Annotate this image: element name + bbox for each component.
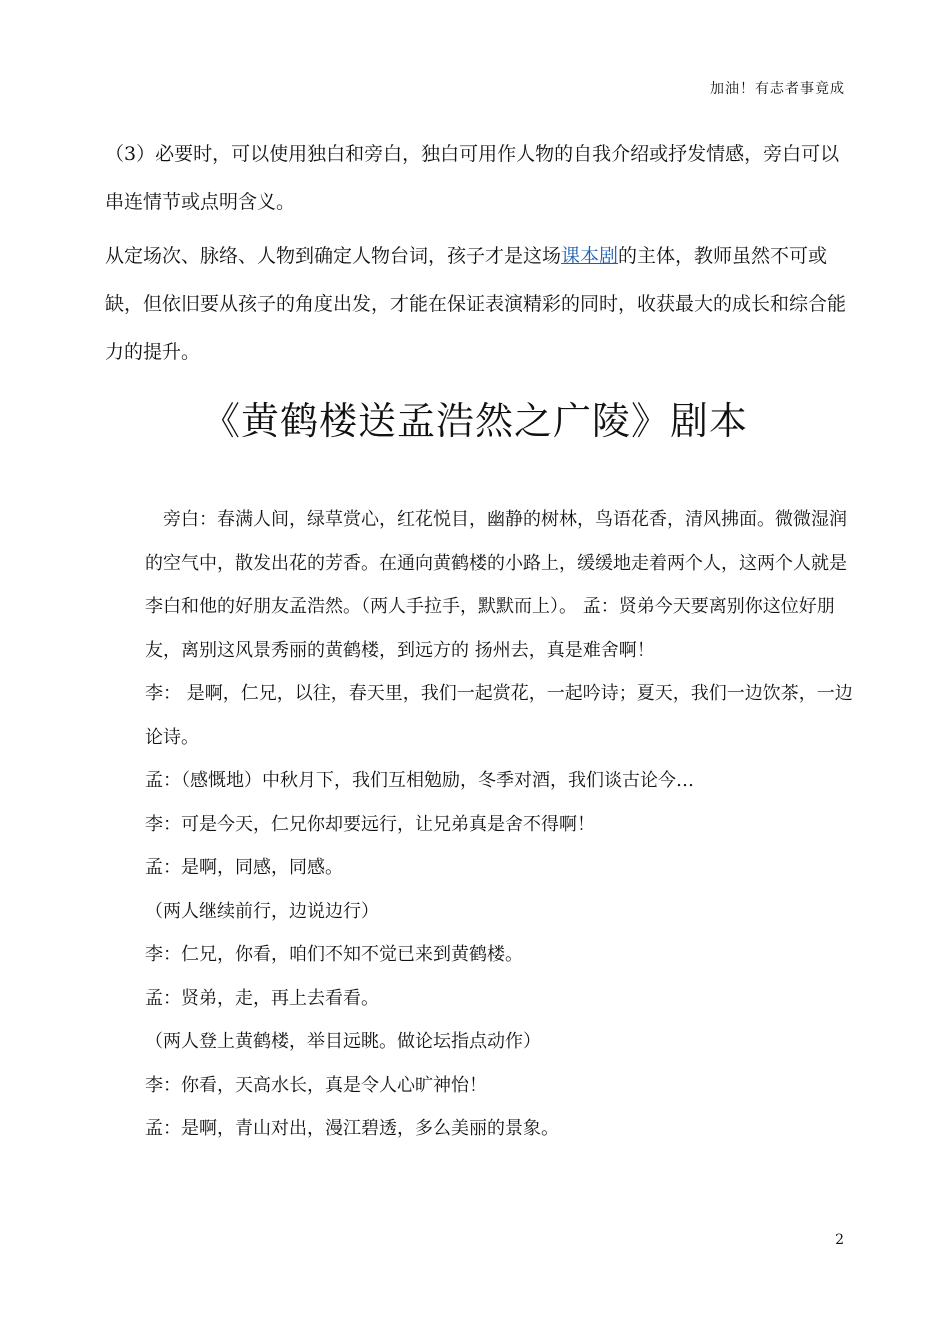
script-title: 《黄鹤楼送孟浩然之广陵》剧本 (201, 399, 748, 443)
script-line: 李：你看，天高水长，真是令人心旷神怡！ (145, 1074, 487, 1096)
script-line: 孟：是啊，青山对出，漫江碧透，多么美丽的景象。 (145, 1118, 559, 1139)
intro-text-after-link: 的主体，教师虽然不可或缺，但依旧要从孩子的角度出发，才能在保证表演精彩的同时，收获最大的成长和综合能力的提升。 (105, 245, 847, 363)
script-body (145, 498, 855, 1151)
textbook-drama-link[interactable]: 课本剧 (561, 245, 619, 267)
stage-direction: （两人继续前行，边说边行） (145, 900, 379, 922)
stage-direction: （两人登上黄鹤楼，举目远眺。做论坛指点动作） (145, 1031, 541, 1052)
header-motto: 加油！有志者事竟成 (710, 81, 845, 97)
intro-paragraph-1 (105, 130, 850, 226)
script-line: 李：可是今天，仁兄你却要远行，让兄弟真是舍不得啊！ (145, 813, 595, 835)
script-line: 李： 是啊，仁兄，以往，春天里，我们一起赏花，一起吟诗；夏天，我们一边饮茶，一边论诗。 (145, 683, 853, 748)
page-number: 2 (835, 1232, 844, 1248)
intro-paragraph-1-text: （3）必要时，可以使用独白和旁白，独白可用作人物的自我介绍或抒发情感，旁白可以串连情节或点明含义。 (105, 143, 840, 213)
script-line: 孟：贤弟，走，再上去看看。 (145, 987, 379, 1009)
intro-text-before-link: 从定场次、脉络、人物到确定人物台词，孩子才是这场 (105, 245, 562, 267)
script-line: 孟：（感慨地）中秋月下，我们互相勉励，冬季对酒，我们谈古论今… (145, 770, 694, 791)
intro-paragraph-2 (105, 232, 850, 376)
intro-paragraph-2-text (105, 232, 850, 376)
script-narration: 旁白：春满人间，绿草赏心，红花悦目，幽静的树林，鸟语花香，清风拂面。微微湿润的空气中，散发出花的芳香。在通向黄鹤楼的小路上，缓缓地走着两个人，这两个人就是李白和他的好朋友孟浩然。（两人手拉手，默默而上）。 孟：贤弟今天要离别你这位好朋友，离别这风景秀丽的黄鹤楼，到远方的 扬州去，真是难舍啊！ (145, 509, 847, 661)
script-line: 李：仁兄，你看，咱们不知不觉已来到黄鹤楼。 (145, 944, 523, 965)
script-line: 孟：是啊，同感，同感。 (145, 857, 343, 878)
